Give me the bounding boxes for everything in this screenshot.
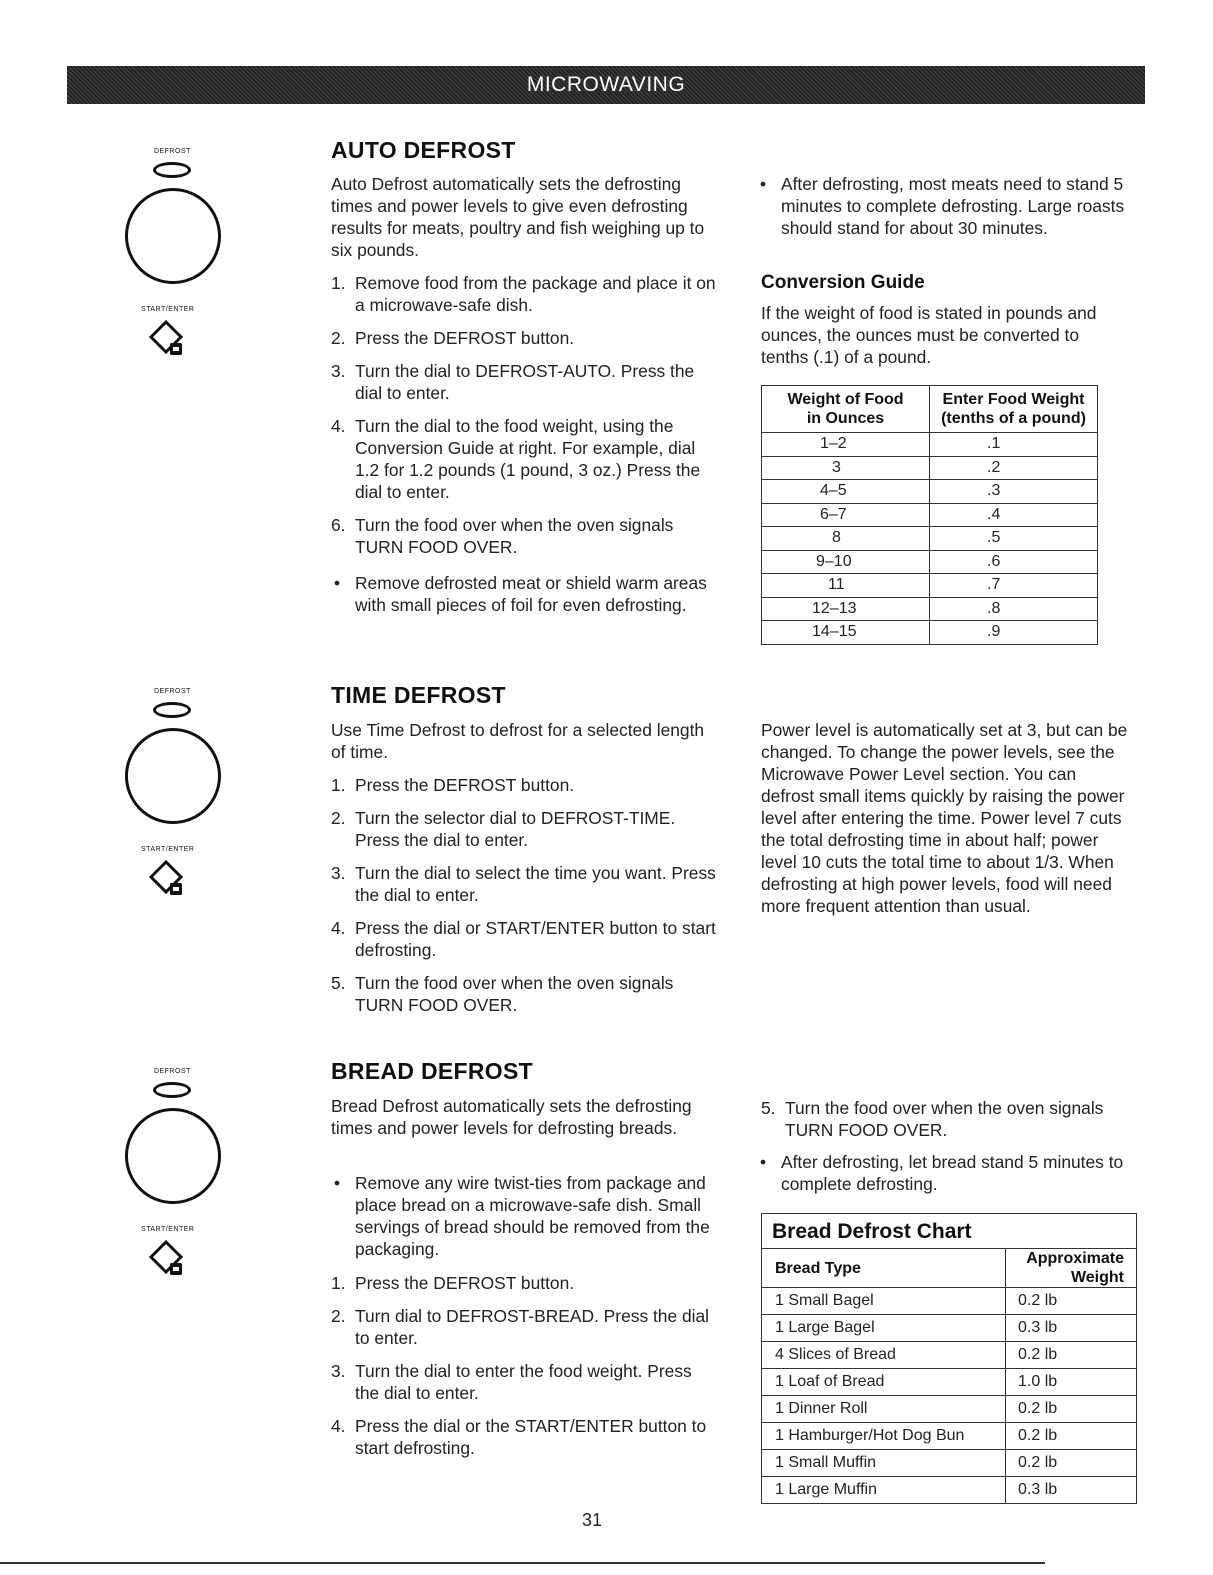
table-header-row bbox=[762, 386, 1098, 433]
table-row: 9–10 .6 bbox=[762, 550, 1098, 574]
start-enter-label: START/ENTER bbox=[141, 306, 195, 313]
defrost-button-label: DEFROST bbox=[154, 688, 191, 695]
table-row: 1 Large Bagel 0.3 lb bbox=[762, 1315, 1137, 1342]
table-row: 1 Small Bagel 0.2 lb bbox=[762, 1288, 1137, 1315]
table-header: Enter Food Weight (tenths of a pound) bbox=[930, 386, 1098, 433]
defrost-button-label: DEFROST bbox=[154, 148, 191, 155]
auto-defrost-intro: Auto Defrost automatically sets the defrosting times and power levels to give even defrosting results for meats, poultry and fish weighing up to six pounds. bbox=[331, 174, 705, 260]
auto-defrost-heading: AUTO DEFROST bbox=[331, 137, 516, 163]
table-row: 1 Dinner Roll 0.2 lb bbox=[762, 1396, 1137, 1423]
list-item: 3. Turn the dial to DEFROST-AUTO. Press the dial to enter. bbox=[331, 361, 695, 403]
table-header: Bread Type bbox=[762, 1249, 1006, 1288]
auto-defrost-bullets bbox=[331, 572, 716, 627]
list-item: 4. Press the dial or the START/ENTER button to start defrosting. bbox=[331, 1416, 707, 1458]
dial-icon bbox=[125, 1108, 221, 1204]
table-row: 12–13 .8 bbox=[762, 597, 1098, 621]
bullet-icon: • bbox=[760, 1152, 767, 1172]
conversion-guide-heading: Conversion Guide bbox=[761, 272, 925, 293]
dial-icon bbox=[125, 728, 221, 824]
list-item: 1. Press the DEFROST button. bbox=[331, 1273, 575, 1293]
table-header: Weight of Food in Ounces bbox=[762, 386, 930, 433]
bread-defrost-chart bbox=[761, 1213, 1137, 1504]
start-enter-label: START/ENTER bbox=[141, 1226, 195, 1233]
start-enter-lock-icon bbox=[146, 858, 192, 904]
bread-defrost-intro: Bread Defrost automatically sets the defrosting times and power levels for defrosting breads. bbox=[331, 1096, 692, 1138]
list-item: 6. Turn the food over when the oven signals TURN FOOD OVER. bbox=[331, 515, 674, 557]
auto-defrost-right-bullets bbox=[757, 173, 1142, 250]
table-row: 1–2 .1 bbox=[762, 433, 1098, 457]
list-item: 1. Press the DEFROST button. bbox=[331, 775, 575, 795]
auto-defrost-steps bbox=[331, 272, 716, 569]
list-item: 1. Remove food from the package and place it on a microwave-safe dish. bbox=[331, 273, 716, 315]
table-row: 4–5 .3 bbox=[762, 480, 1098, 504]
list-item: 5. Turn the food over when the oven signals TURN FOOD OVER. bbox=[331, 973, 674, 1015]
defrost-button-icon bbox=[153, 702, 191, 718]
list-item: 4. Press the dial or START/ENTER button to start defrosting. bbox=[331, 918, 716, 960]
list-item: 3. Turn the dial to select the time you want. Press the dial to enter. bbox=[331, 863, 716, 905]
defrost-button-icon bbox=[153, 1082, 191, 1098]
defrost-button-icon bbox=[153, 162, 191, 178]
defrost-button-label: DEFROST bbox=[154, 1068, 191, 1075]
list-item: • Remove any wire twist-ties from package and place bread on a microwave-safe dish. Small servings of bread should be removed from the packaging. bbox=[334, 1173, 710, 1259]
table-row: 1 Small Muffin 0.2 lb bbox=[762, 1450, 1137, 1477]
bottom-divider bbox=[0, 1562, 1045, 1564]
table-row: 6–7 .4 bbox=[762, 503, 1098, 527]
list-item: • After defrosting, most meats need to stand 5 minutes to complete defrosting. Large roasts should stand for about 30 minutes. bbox=[760, 174, 1125, 238]
bread-defrost-steps bbox=[331, 1272, 716, 1470]
start-enter-lock-icon bbox=[146, 318, 192, 364]
list-item: 5. Turn the food over when the oven signals TURN FOOD OVER. bbox=[761, 1098, 1104, 1140]
start-enter-label: START/ENTER bbox=[141, 846, 195, 853]
table-row: 1 Loaf of Bread 1.0 lb bbox=[762, 1369, 1137, 1396]
table-header-row bbox=[762, 1249, 1137, 1288]
table-header: Approximate Weight bbox=[1006, 1249, 1137, 1288]
table-row: 11 .7 bbox=[762, 574, 1098, 598]
time-defrost-intro: Use Time Defrost to defrost for a selected length of time. bbox=[331, 720, 705, 762]
bullet-icon: • bbox=[334, 573, 341, 593]
chart-title: Bread Defrost Chart bbox=[762, 1214, 1137, 1249]
table-row: 1 Large Muffin 0.3 lb bbox=[762, 1477, 1137, 1504]
table-row: 3 .2 bbox=[762, 456, 1098, 480]
dial-icon bbox=[125, 188, 221, 284]
bullet-icon: • bbox=[760, 174, 767, 194]
chart-title-row bbox=[762, 1214, 1137, 1249]
table-row: 4 Slices of Bread 0.2 lb bbox=[762, 1342, 1137, 1369]
conversion-guide-text: If the weight of food is stated in pounds and ounces, the ounces must be converted to tenths (.1) of a pound. bbox=[761, 303, 1097, 367]
time-defrost-heading: TIME DEFROST bbox=[331, 682, 506, 708]
list-item: 2. Press the DEFROST button. bbox=[331, 328, 575, 348]
table-row: 8 .5 bbox=[762, 527, 1098, 551]
table-row: 14–15 .9 bbox=[762, 621, 1098, 645]
list-item: 2. Turn the selector dial to DEFROST-TIME. Press the dial to enter. bbox=[331, 808, 676, 850]
bread-defrost-right-bullets bbox=[757, 1151, 1127, 1206]
list-item: • Remove defrosted meat or shield warm areas with small pieces of foil for even defrosting. bbox=[334, 573, 707, 615]
section-banner: MICROWAVING bbox=[67, 66, 1145, 104]
conversion-table bbox=[761, 385, 1098, 645]
list-item: 2. Turn dial to DEFROST-BREAD. Press the dial to enter. bbox=[331, 1306, 710, 1348]
list-item: 4. Turn the dial to the food weight, using the Conversion Guide at right. For example, dial 1.2 for 1.2 pounds (1 pound, 3 oz.) Press the dial to enter. bbox=[331, 416, 701, 502]
table-row: 1 Hamburger/Hot Dog Bun 0.2 lb bbox=[762, 1423, 1137, 1450]
page-number: 31 bbox=[582, 1510, 603, 1530]
list-item: • After defrosting, let bread stand 5 minutes to complete defrosting. bbox=[760, 1152, 1124, 1194]
time-defrost-power-text: Power level is automatically set at 3, but can be changed. To change the power levels, see the Microwave Power Level section. You can defrost small items quickly by raising the power level after entering the time. Power level 7 cuts the total defrosting time in about half; power level 10 cuts the total time to about 1/3. When defrosting at high power levels, food will need more frequent attention than usual. bbox=[761, 720, 1128, 916]
bread-defrost-heading: BREAD DEFROST bbox=[331, 1058, 533, 1084]
time-defrost-steps bbox=[331, 774, 721, 1027]
bullet-icon: • bbox=[334, 1173, 341, 1193]
start-enter-lock-icon bbox=[146, 1238, 192, 1284]
bread-defrost-bullets bbox=[331, 1172, 721, 1271]
bread-defrost-right-steps bbox=[761, 1097, 1141, 1152]
list-item: 3. Turn the dial to enter the food weight. Press the dial to enter. bbox=[331, 1361, 692, 1403]
